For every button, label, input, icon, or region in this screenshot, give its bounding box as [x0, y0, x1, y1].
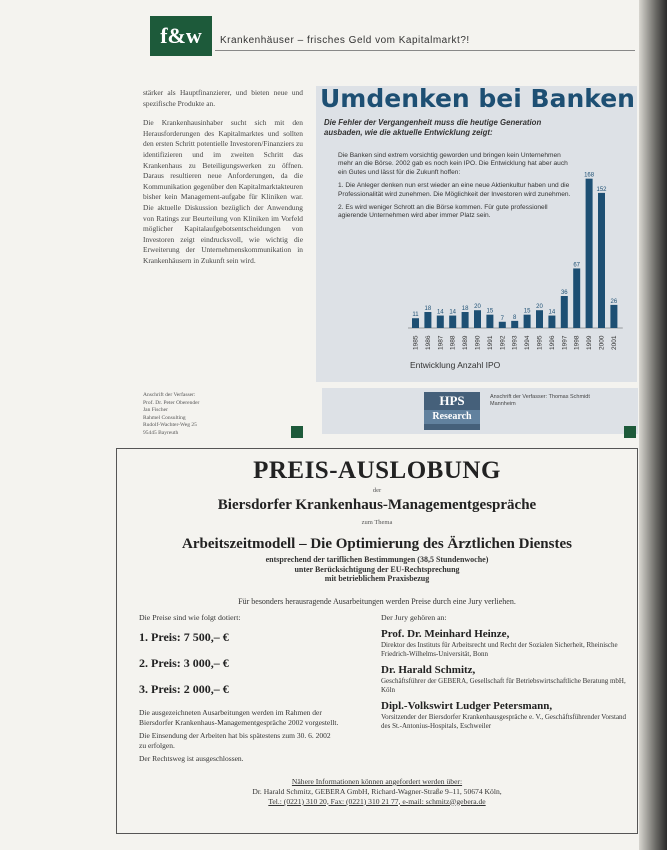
- chart-data-label: 26: [610, 298, 618, 305]
- chart-bar: [462, 312, 469, 328]
- prize-sub-line: entsprechend der tariflichen Bestimmungen (38,5 Stundenwoche): [265, 555, 489, 564]
- chart-data-label: 18: [461, 306, 469, 312]
- jury-member-name: Dipl.-Volkswirt Ludger Petersmann,: [381, 700, 553, 713]
- page-binding-shadow: [639, 0, 667, 850]
- prizes-lead: Die Preise sind wie folgt dotiert:: [139, 613, 241, 622]
- infobox-subtitle: Die Fehler der Vergangenheit muss die heutige Generation ausbaden, wie die aktuelle Entwicklung zeigt:: [324, 118, 542, 137]
- chart-data-label: 14: [436, 309, 444, 316]
- chart-bar: [437, 316, 444, 328]
- end-marker-left: [291, 426, 303, 438]
- prize-sub-line: unter Berücksichtigung der EU-Rechtsprechung: [294, 564, 460, 574]
- jury-member-desc: Geschäftsführer der GEBERA, Gesellschaft für Betriebswirtschaftliche Beratung mbH, Köln: [381, 677, 626, 694]
- chart-tick-label: 1987: [437, 335, 445, 350]
- jury-member-name: Prof. Dr. Meinhard Heinze,: [381, 628, 510, 640]
- hps-logo-bottom: Research: [424, 410, 480, 424]
- jury-list: [381, 613, 633, 737]
- chart-data-label: 168: [584, 172, 595, 179]
- left-column: [143, 88, 303, 276]
- prize-sub-line: mit betrieblichem Praxisbezug: [324, 574, 430, 583]
- prize-3: 3. Preis: 2 000,– €: [139, 682, 229, 696]
- author-heading: Anschrift der Verfasser:: [143, 392, 196, 398]
- chart-data-label: 20: [536, 304, 543, 311]
- chart-data-label: 20: [474, 304, 481, 311]
- left-paragraph-1: stärker als Hauptfinanzierer, und bieten neue und spezifische Produkte an.: [143, 88, 303, 108]
- chart-bar: [548, 316, 555, 328]
- chart-bar: [573, 268, 580, 328]
- chart-tick-label: 1990: [474, 335, 482, 350]
- chart-tick-label: 1998: [573, 335, 581, 350]
- chart-data-label: 67: [573, 262, 581, 269]
- chart-data-label: 14: [548, 309, 556, 316]
- jury-lead: Der Jury gehören an:: [381, 613, 447, 622]
- chart-tick-label: 2000: [598, 335, 606, 350]
- infobox-body-3: 2. Es wird weniger Schrott an die Börse kommen. Für gute professionell agierende Unternehmen wird aber immer Platz sein.: [338, 204, 548, 220]
- hps-author-note: Anschrift der Verfasser: Thomas Schmidt Mannheim: [490, 394, 590, 407]
- chart-data-label: 7: [500, 315, 504, 322]
- ipo-bar-chart: [318, 150, 638, 382]
- prize-announcement: [116, 448, 638, 834]
- chart-data-label: 8: [513, 314, 517, 321]
- hps-logo-top: HPS: [439, 393, 465, 408]
- end-marker-right: [624, 426, 636, 438]
- prize-topic: Arbeitszeitmodell – Die Optimierung des Ärztlichen Dienstes: [182, 536, 572, 552]
- chart-tick-label: 1995: [536, 335, 544, 350]
- prize-note-3: Der Rechtsweg ist ausgeschlossen.: [139, 754, 244, 763]
- jury-member-desc: Direktor des Instituts für Arbeitsrecht und Recht der Sozialen Sicherheit, Rheinische Friedrich-Wilhelms-Universität, Bonn: [381, 641, 618, 658]
- infobox-body-1: Die Banken sind extrem vorsichtig geworden und bringen kein Unternehmen mehr an die Börse. 2002 gab es noch kein IPO. Die Entwicklung hat aber auch ein Gutes und lässt für die Zukunft hoffen:: [338, 152, 568, 176]
- prize-event-name: Biersdorfer Krankenhaus-Managementgespräche: [217, 497, 537, 513]
- prize-zum-thema: zum Thema: [361, 519, 393, 526]
- chart-tick-label: 2001: [610, 335, 618, 350]
- chart-x-axis-label: Entwicklung Anzahl IPO: [410, 360, 501, 370]
- chart-tick-label: 1999: [586, 335, 594, 350]
- chart-tick-label: 1986: [424, 335, 432, 350]
- author-line: Jan Fischer: [143, 407, 168, 413]
- header-rule: [215, 50, 635, 51]
- chart-tick-label: 1997: [561, 335, 569, 350]
- infobox-title: Umdenken bei Banken: [320, 84, 635, 113]
- chart-data-label: 15: [486, 308, 494, 315]
- chart-tick-label: 1985: [412, 335, 420, 350]
- prize-subtitle: [117, 555, 637, 584]
- prize-contact: [117, 777, 637, 806]
- contact-address: Dr. Harald Schmitz, GEBERA GmbH, Richard-Wagner-Straße 9–11, 50674 Köln,: [252, 786, 502, 796]
- chart-bar: [598, 193, 605, 328]
- jury-member-desc: Vorsitzender der Biersdorfer Krankenhausgespräche e. V., Geschäftsführender Vorstand des St.-Antonius-Hospitals, Eschweiler: [381, 713, 627, 730]
- chart-tick-label: 1989: [462, 335, 470, 350]
- contact-lead: Nähere Informationen können angefordert werden über:: [291, 777, 463, 786]
- chart-bar: [536, 310, 543, 328]
- fw-logo: f&w: [150, 16, 212, 56]
- prize-title: PREIS-AUSLOBUNG: [253, 457, 501, 484]
- author-line: Rudolf-Wachter-Weg 25: [143, 422, 197, 428]
- author-line: Rahmel Consulting: [143, 414, 186, 421]
- chart-data-label: 14: [449, 309, 457, 316]
- chart-bar: [474, 310, 481, 328]
- chart-data-label: 152: [596, 186, 607, 193]
- prize-note-2: Die Einsendung der Arbeiten hat bis spätestens zum 30. 6. 2002 zu erfolgen.: [139, 731, 331, 750]
- chart-bar: [486, 315, 493, 328]
- prize-2: 2. Preis: 3 000,– €: [139, 656, 229, 670]
- contact-phone-email: Tel.: (0221) 310 20, Fax: (0221) 310 21 77, e-mail: schmitz@gebera.de: [268, 796, 486, 806]
- hps-research-logo: [424, 392, 480, 430]
- chart-bar: [524, 315, 531, 328]
- author-line: Prof. Dr. Peter Oberender: [143, 399, 200, 406]
- chart-tick-label: 1993: [511, 335, 519, 350]
- prize-note-1: Die ausgezeichneten Ausarbeitungen werden im Rahmen der Biersdorfer Krankenhaus-Managementgespräche 2002 vorgestellt.: [139, 708, 339, 727]
- prize-der: der: [372, 487, 382, 494]
- chart-tick-label: 1992: [499, 335, 507, 350]
- chart-bar: [561, 296, 568, 328]
- chart-tick-label: 1994: [524, 335, 532, 350]
- chart-bar: [610, 305, 617, 328]
- chart-data-label: 11: [412, 312, 419, 319]
- jury-member-name: Dr. Harald Schmitz,: [381, 664, 476, 677]
- chart-bar: [511, 321, 518, 328]
- left-paragraph-2: Die Krankenhausinhaber sucht sich mit den Herausforderungen des Kapitalmarktes und sollten den ersten Schritt potentielle Investoren/Finanziers zu identifizieren und im zweiten Schritt das Krankenhaus zu Beteiligungswerken zu öffnen. Daraus resultieren neue Anforderungen, da die Kommunikation gegenüber den Kapitalmarktakteuren bisher kein Management-aufgabe für Kliniken war. Die aktuelle Diskussion bezüglich der Anwendung von Ratings zur Beurteilung von Kliniken im Vorfeld möglicher Kapitalaufgebotsentscheidungen von Investoren zeigt eindrucksvoll, wie wichtig die Erweiterung der Unternehmenskommunikation in Krankenhäusern in Zukunft sein wird.: [143, 118, 303, 265]
- author-address: [143, 392, 303, 437]
- infobox-body-2: 1. Die Anleger denken nun erst wieder an eine neue Aktienkultur haben und die Professionalität wird zunehmen. Die Möglichkeit der Investoren wird zunehmen.: [338, 182, 571, 198]
- chart-bar: [412, 318, 419, 328]
- chart-bar: [424, 312, 431, 328]
- chart-tick-label: 1988: [449, 335, 457, 350]
- chart-bar: [586, 179, 593, 328]
- chart-data-label: 36: [560, 290, 568, 296]
- running-header: Krankenhäuser – frisches Geld vom Kapitalmarkt?!: [220, 35, 470, 46]
- chart-tick-label: 1996: [548, 335, 556, 350]
- hps-footer-area: [322, 388, 638, 434]
- chart-data-label: 15: [523, 308, 531, 315]
- chart-tick-label: 1991: [486, 335, 494, 350]
- chart-bar: [499, 322, 506, 328]
- prize-intro: Für besonders herausragende Ausarbeitungen werden Preise durch eine Jury verliehen.: [238, 597, 516, 606]
- chart-bar: [449, 316, 456, 328]
- chart-data-label: 18: [424, 306, 432, 312]
- author-line: 95445 Bayreuth: [143, 429, 179, 436]
- prize-1: 1. Preis: 7 500,– €: [139, 630, 229, 644]
- prize-list: [139, 613, 339, 764]
